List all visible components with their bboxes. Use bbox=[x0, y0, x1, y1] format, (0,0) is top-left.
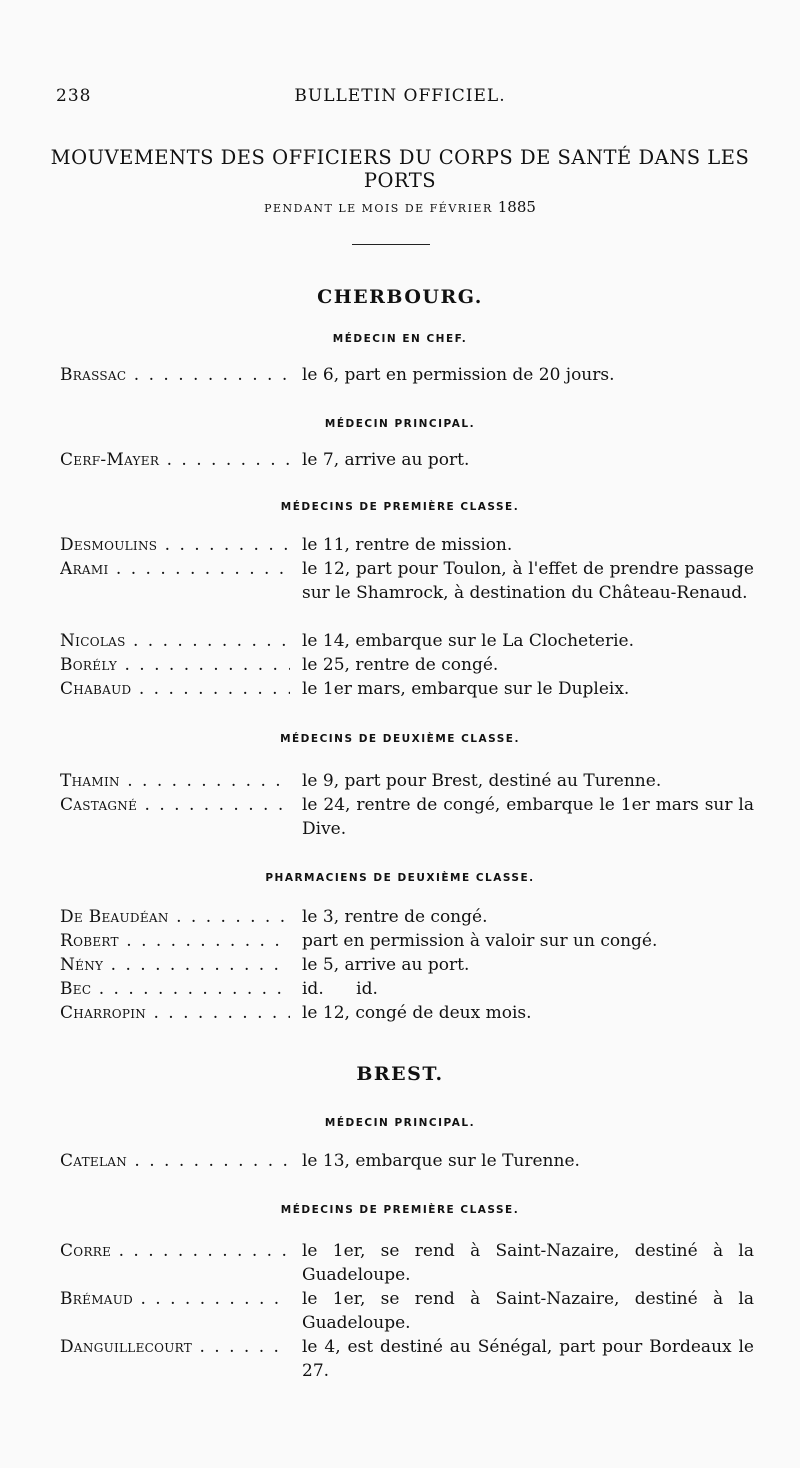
officer-name: Nicolas . . . bbox=[60, 629, 290, 653]
title-divider bbox=[352, 244, 430, 245]
movement-text: le 3, rentre de congé. bbox=[302, 907, 488, 927]
officer-name: De Beaudéan . . . bbox=[60, 905, 290, 929]
movement-text: le 1er mars, embarque sur le Dupleix. bbox=[302, 679, 630, 699]
category-deuxieme-classe: MÉDECINS DE DEUXIÈME CLASSE. bbox=[280, 733, 520, 745]
subtitle-text: PENDANT LE MOIS DE FÉVRIER bbox=[264, 202, 493, 215]
category-premiere-classe: MÉDECINS DE PREMIÈRE CLASSE. bbox=[280, 501, 520, 513]
movement-text: le 12, congé de deux mois. bbox=[302, 1003, 532, 1023]
movement-text: part en permission à valoir sur un congé. bbox=[302, 931, 658, 951]
category-medecin-principal: MÉDECIN PRINCIPAL. bbox=[324, 418, 476, 430]
officer-name: Nény . . . bbox=[60, 953, 290, 977]
movement-text: le 1er, se rend à Saint-Nazaire, destiné à la Guadeloupe. bbox=[302, 1241, 754, 1285]
document-title: MOUVEMENTS DES OFFICIERS DU CORPS DE SANTÉ DANS LES PORTS bbox=[50, 146, 750, 192]
movement-text: le 24, rentre de congé, embarque le 1er mars sur la Dive. bbox=[302, 795, 754, 839]
officer-name: Catelan . . . bbox=[60, 1149, 290, 1173]
officer-name: Arami . . . bbox=[60, 557, 290, 581]
officer-name: Bec . . . bbox=[60, 977, 290, 1001]
officer-name: Charropin . . . bbox=[60, 1001, 290, 1025]
officer-name: Thamin . . . bbox=[60, 769, 290, 793]
section-cherbourg: CHERBOURG. bbox=[317, 286, 483, 308]
movement-text: le 1er, se rend à Saint-Nazaire, destiné à la Guadeloupe. bbox=[302, 1289, 754, 1333]
officer-name: Danguillecourt . . . bbox=[60, 1335, 290, 1359]
subtitle-year: 1885 bbox=[497, 198, 536, 216]
page-number: 238 bbox=[56, 86, 92, 106]
officer-name: Desmoulins . . . bbox=[60, 533, 290, 557]
officer-name: Robert . . . bbox=[60, 929, 290, 953]
movement-text: id. id. bbox=[302, 979, 378, 999]
movement-text: le 6, part en permission de 20 jours. bbox=[302, 365, 615, 385]
movement-text: le 25, rentre de congé. bbox=[302, 655, 499, 675]
running-title: BULLETIN OFFICIEL. bbox=[294, 86, 506, 106]
movement-text: le 11, rentre de mission. bbox=[302, 535, 513, 555]
movement-text: le 4, est destiné au Sénégal, part pour Bordeaux le 27. bbox=[302, 1337, 754, 1381]
category-medecin-en-chef: MÉDECIN EN CHEF. bbox=[332, 333, 468, 345]
movement-text: le 12, part pour Toulon, à l'effet de prendre passage sur le Shamrock, à destination du Château-Renaud. bbox=[302, 559, 754, 603]
officer-name: Chabaud . . . bbox=[60, 677, 290, 701]
movement-text: le 7, arrive au port. bbox=[302, 450, 470, 470]
officer-name: Borély . . . bbox=[60, 653, 290, 677]
movement-text: le 9, part pour Brest, destiné au Turenne. bbox=[302, 771, 662, 791]
running-header bbox=[56, 86, 744, 114]
officer-name: Brassac . . . bbox=[60, 363, 290, 387]
category-premiere-classe: MÉDECINS DE PREMIÈRE CLASSE. bbox=[280, 1204, 520, 1216]
officer-name: Brémaud . . . bbox=[60, 1287, 290, 1311]
category-medecin-principal: MÉDECIN PRINCIPAL. bbox=[324, 1117, 476, 1129]
officer-name: Castagné . . . bbox=[60, 793, 290, 817]
movement-text: le 13, embarque sur le Turenne. bbox=[302, 1151, 580, 1171]
movement-text: le 5, arrive au port. bbox=[302, 955, 470, 975]
category-pharmaciens: PHARMACIENS DE DEUXIÈME CLASSE. bbox=[265, 872, 535, 884]
officer-name: Corre . . . bbox=[60, 1239, 290, 1263]
officer-name: Cerf-Mayer . . . bbox=[60, 448, 290, 472]
document-subtitle bbox=[0, 198, 800, 216]
movement-text: le 14, embarque sur le La Clocheterie. bbox=[302, 631, 635, 651]
section-brest: BREST. bbox=[356, 1063, 444, 1085]
